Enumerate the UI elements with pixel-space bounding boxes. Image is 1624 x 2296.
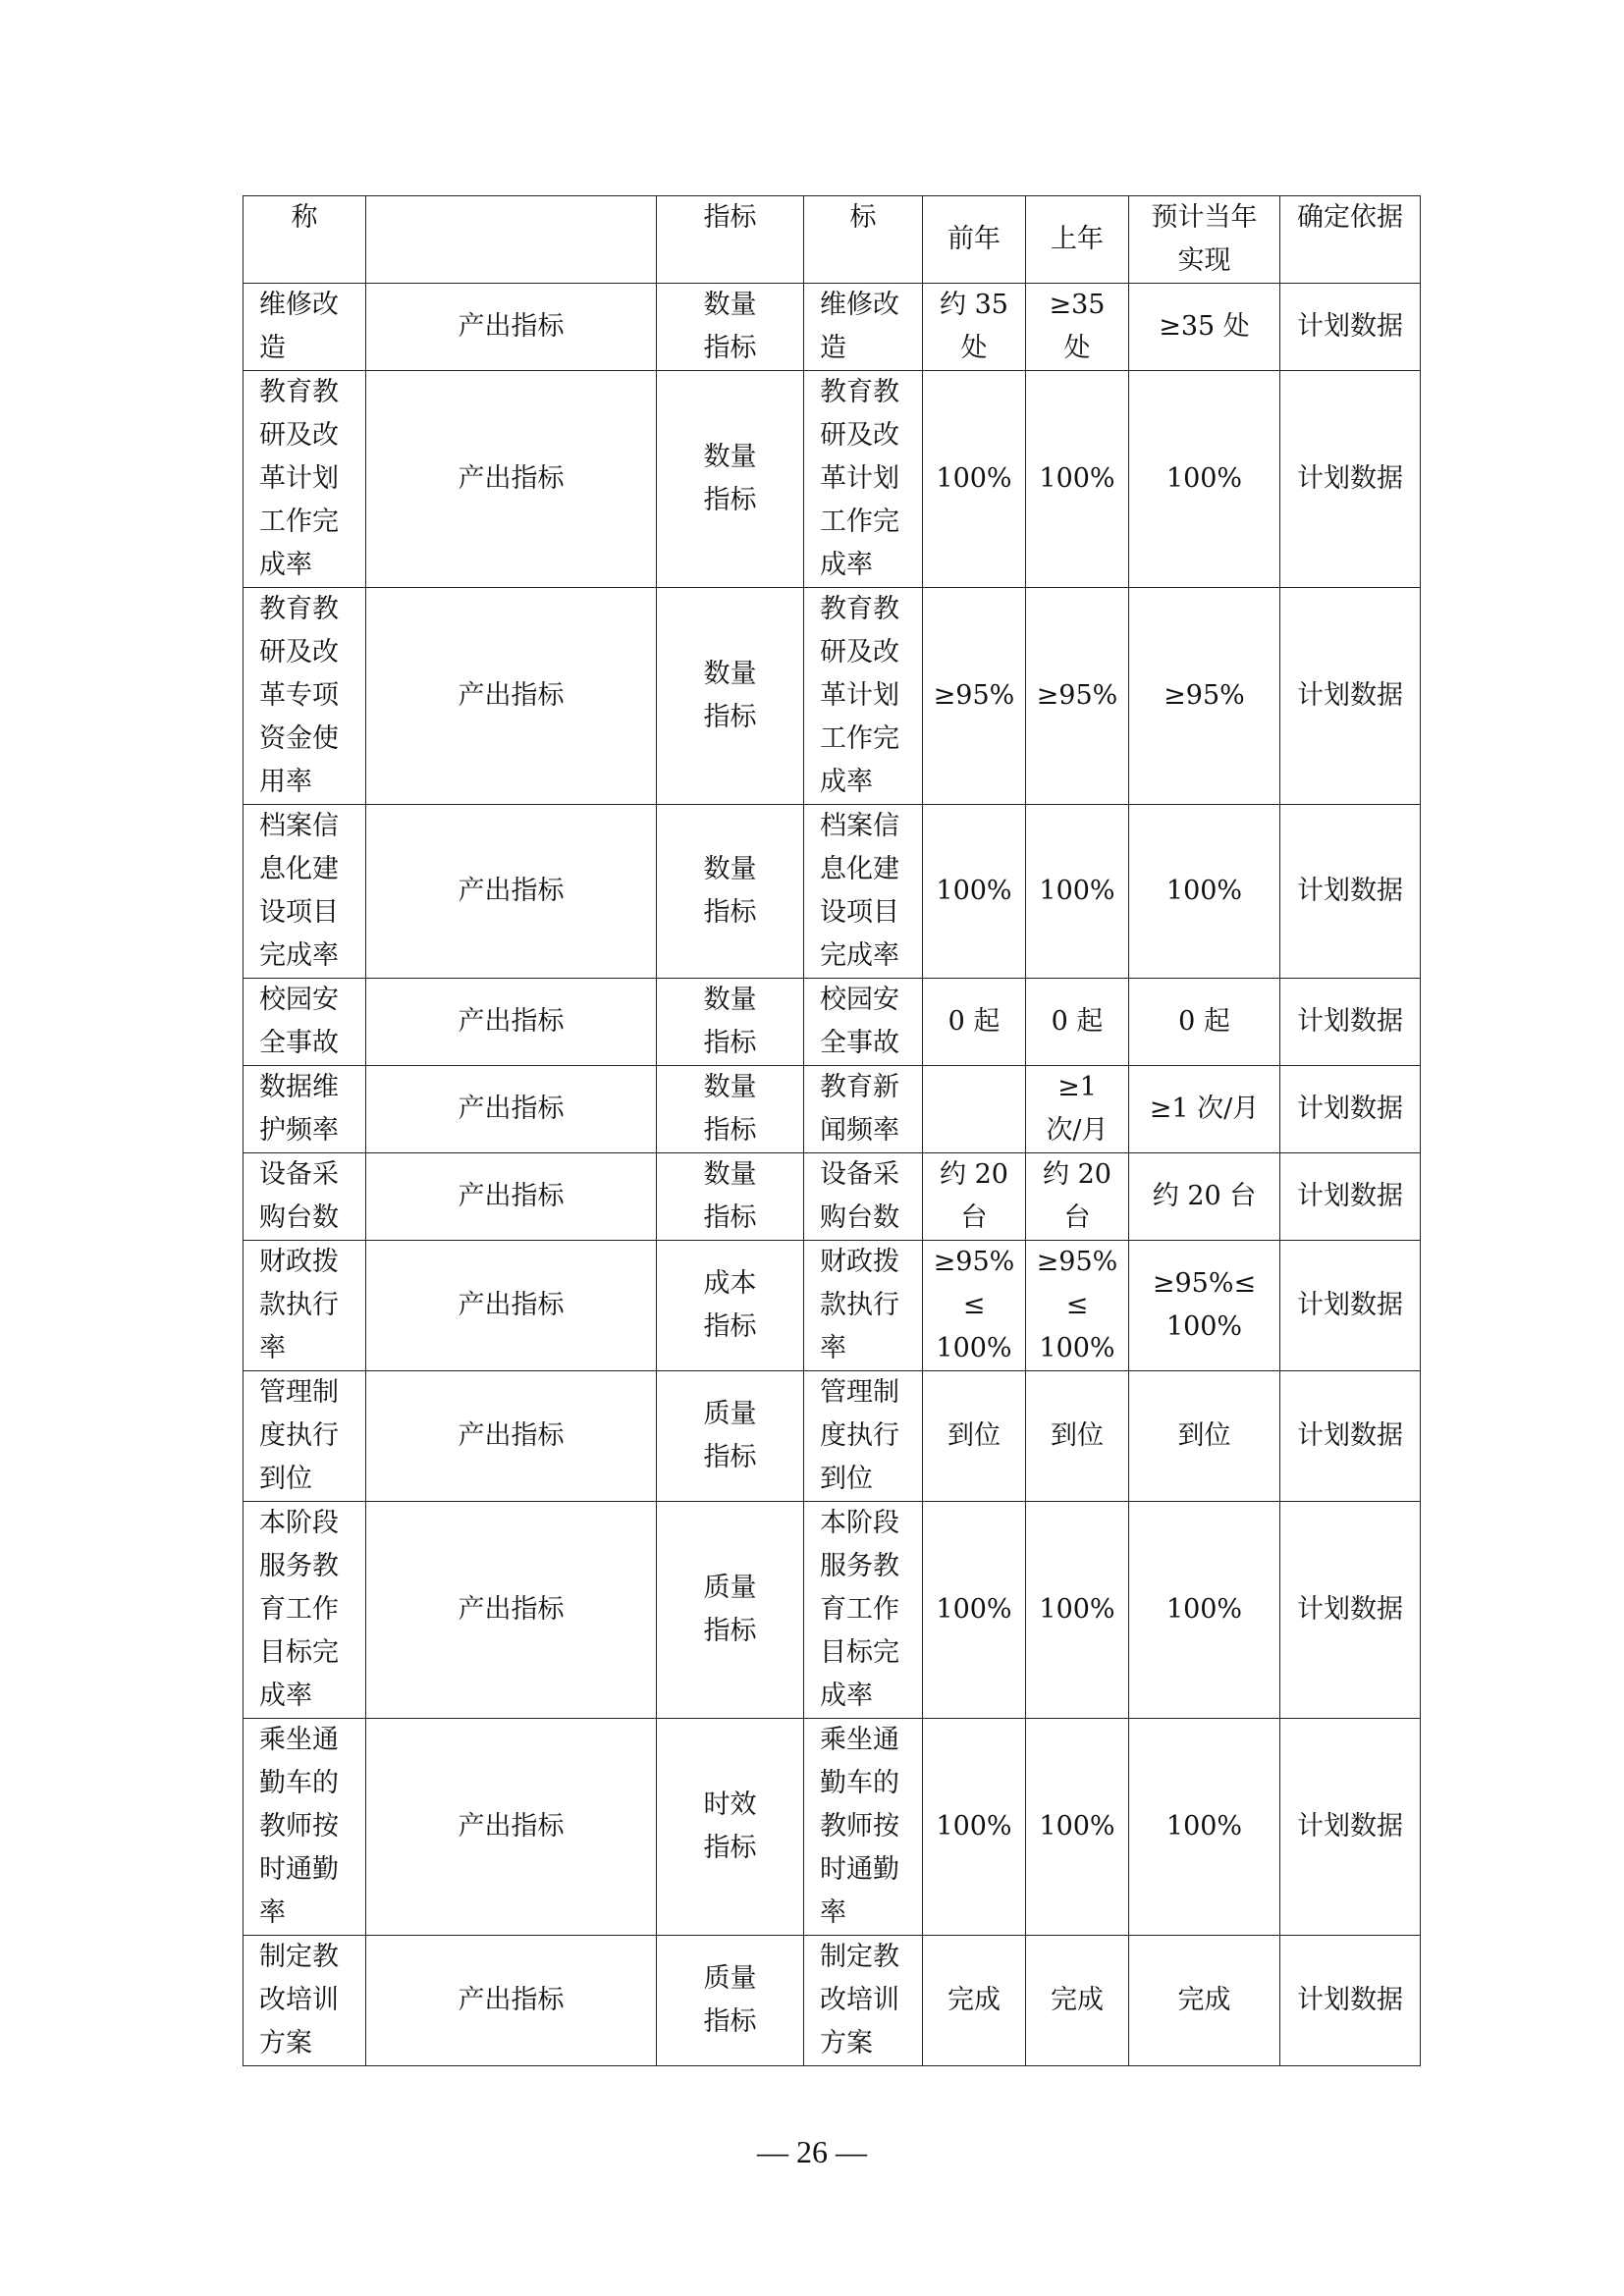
level1-indicator-cell: 产出指标 bbox=[366, 1371, 657, 1502]
prev-year-value-cell: 100% bbox=[923, 1719, 1026, 1936]
table-row bbox=[244, 588, 1421, 805]
last-year-value-cell: ≥95% bbox=[1026, 588, 1129, 805]
item-name-cell: 档案信 息化建 设项目 完成率 bbox=[244, 805, 366, 979]
level3-indicator-cell: 设备采 购台数 bbox=[804, 1153, 923, 1241]
table-row bbox=[244, 1936, 1421, 2066]
level1-indicator-cell: 产出指标 bbox=[366, 805, 657, 979]
expected-value-cell: 0 起 bbox=[1129, 979, 1280, 1066]
table-header-row bbox=[244, 196, 1421, 284]
table-row bbox=[244, 1371, 1421, 1502]
header-cell: 确定依据 bbox=[1280, 196, 1421, 284]
prev-year-value-cell: 完成 bbox=[923, 1936, 1026, 2066]
last-year-value-cell: 完成 bbox=[1026, 1936, 1129, 2066]
level3-indicator-cell: 档案信 息化建 设项目 完成率 bbox=[804, 805, 923, 979]
level3-indicator-cell: 维修改 造 bbox=[804, 284, 923, 371]
performance-indicator-table bbox=[243, 195, 1421, 2066]
header-cell: 指标 bbox=[657, 196, 804, 284]
level1-indicator-cell: 产出指标 bbox=[366, 1719, 657, 1936]
prev-year-value-cell: 约 35 处 bbox=[923, 284, 1026, 371]
last-year-value-cell: 约 20 台 bbox=[1026, 1153, 1129, 1241]
table-row bbox=[244, 1502, 1421, 1719]
table-row bbox=[244, 371, 1421, 588]
item-name-cell: 教育教 研及改 革专项 资金使 用率 bbox=[244, 588, 366, 805]
table-row bbox=[244, 805, 1421, 979]
level1-indicator-cell: 产出指标 bbox=[366, 979, 657, 1066]
basis-cell: 计划数据 bbox=[1280, 1371, 1421, 1502]
level1-indicator-cell: 产出指标 bbox=[366, 371, 657, 588]
item-name-cell: 财政拨 款执行 率 bbox=[244, 1241, 366, 1371]
header-cell: 上年 bbox=[1026, 196, 1129, 284]
basis-cell: 计划数据 bbox=[1280, 1936, 1421, 2066]
level3-indicator-cell: 财政拨 款执行 率 bbox=[804, 1241, 923, 1371]
last-year-value-cell: 100% bbox=[1026, 371, 1129, 588]
level3-indicator-cell: 教育教 研及改 革计划 工作完 成率 bbox=[804, 371, 923, 588]
expected-value-cell: 约 20 台 bbox=[1129, 1153, 1280, 1241]
level2-indicator-cell: 数量 指标 bbox=[657, 284, 804, 371]
level2-indicator-cell: 质量 指标 bbox=[657, 1936, 804, 2066]
basis-cell: 计划数据 bbox=[1280, 1066, 1421, 1153]
expected-value-cell: 100% bbox=[1129, 1502, 1280, 1719]
prev-year-value-cell bbox=[923, 1066, 1026, 1153]
level3-indicator-cell: 教育新 闻频率 bbox=[804, 1066, 923, 1153]
table-row bbox=[244, 1241, 1421, 1371]
item-name-cell: 管理制 度执行 到位 bbox=[244, 1371, 366, 1502]
level1-indicator-cell: 产出指标 bbox=[366, 1502, 657, 1719]
prev-year-value-cell: ≥95% ≤ 100% bbox=[923, 1241, 1026, 1371]
level2-indicator-cell: 数量 指标 bbox=[657, 588, 804, 805]
level1-indicator-cell: 产出指标 bbox=[366, 1066, 657, 1153]
expected-value-cell: 100% bbox=[1129, 1719, 1280, 1936]
table-row bbox=[244, 979, 1421, 1066]
item-name-cell: 乘坐通 勤车的 教师按 时通勤 率 bbox=[244, 1719, 366, 1936]
level3-indicator-cell: 乘坐通 勤车的 教师按 时通勤 率 bbox=[804, 1719, 923, 1936]
basis-cell: 计划数据 bbox=[1280, 979, 1421, 1066]
header-cell: 标 bbox=[804, 196, 923, 284]
header-cell: 前年 bbox=[923, 196, 1026, 284]
prev-year-value-cell: 到位 bbox=[923, 1371, 1026, 1502]
level1-indicator-cell: 产出指标 bbox=[366, 1153, 657, 1241]
level1-indicator-cell: 产出指标 bbox=[366, 284, 657, 371]
last-year-value-cell: 100% bbox=[1026, 1502, 1129, 1719]
last-year-value-cell: ≥35 处 bbox=[1026, 284, 1129, 371]
expected-value-cell: 100% bbox=[1129, 371, 1280, 588]
last-year-value-cell: 到位 bbox=[1026, 1371, 1129, 1502]
item-name-cell: 设备采 购台数 bbox=[244, 1153, 366, 1241]
level3-indicator-cell: 本阶段 服务教 育工作 目标完 成率 bbox=[804, 1502, 923, 1719]
basis-cell: 计划数据 bbox=[1280, 1241, 1421, 1371]
prev-year-value-cell: 100% bbox=[923, 1502, 1026, 1719]
last-year-value-cell: 100% bbox=[1026, 1719, 1129, 1936]
item-name-cell: 教育教 研及改 革计划 工作完 成率 bbox=[244, 371, 366, 588]
level2-indicator-cell: 数量 指标 bbox=[657, 1153, 804, 1241]
expected-value-cell: 到位 bbox=[1129, 1371, 1280, 1502]
prev-year-value-cell: 约 20 台 bbox=[923, 1153, 1026, 1241]
basis-cell: 计划数据 bbox=[1280, 1502, 1421, 1719]
level2-indicator-cell: 数量 指标 bbox=[657, 979, 804, 1066]
level2-indicator-cell: 质量 指标 bbox=[657, 1502, 804, 1719]
level2-indicator-cell: 数量 指标 bbox=[657, 371, 804, 588]
level2-indicator-cell: 数量 指标 bbox=[657, 805, 804, 979]
header-cell bbox=[366, 196, 657, 284]
level1-indicator-cell: 产出指标 bbox=[366, 588, 657, 805]
item-name-cell: 制定教 改培训 方案 bbox=[244, 1936, 366, 2066]
level1-indicator-cell: 产出指标 bbox=[366, 1241, 657, 1371]
table-row bbox=[244, 284, 1421, 371]
table-row bbox=[244, 1066, 1421, 1153]
table-body bbox=[244, 196, 1421, 2066]
last-year-value-cell: ≥1 次/月 bbox=[1026, 1066, 1129, 1153]
basis-cell: 计划数据 bbox=[1280, 371, 1421, 588]
expected-value-cell: 100% bbox=[1129, 805, 1280, 979]
basis-cell: 计划数据 bbox=[1280, 588, 1421, 805]
level3-indicator-cell: 教育教 研及改 革计划 工作完 成率 bbox=[804, 588, 923, 805]
basis-cell: 计划数据 bbox=[1280, 284, 1421, 371]
table-row bbox=[244, 1153, 1421, 1241]
expected-value-cell: ≥95%≤ 100% bbox=[1129, 1241, 1280, 1371]
level1-indicator-cell: 产出指标 bbox=[366, 1936, 657, 2066]
item-name-cell: 数据维 护频率 bbox=[244, 1066, 366, 1153]
prev-year-value-cell: 100% bbox=[923, 371, 1026, 588]
level3-indicator-cell: 制定教 改培训 方案 bbox=[804, 1936, 923, 2066]
item-name-cell: 本阶段 服务教 育工作 目标完 成率 bbox=[244, 1502, 366, 1719]
prev-year-value-cell: ≥95% bbox=[923, 588, 1026, 805]
prev-year-value-cell: 100% bbox=[923, 805, 1026, 979]
item-name-cell: 校园安 全事故 bbox=[244, 979, 366, 1066]
level2-indicator-cell: 成本 指标 bbox=[657, 1241, 804, 1371]
table-row bbox=[244, 1719, 1421, 1936]
header-cell: 预计当年 实现 bbox=[1129, 196, 1280, 284]
expected-value-cell: ≥95% bbox=[1129, 588, 1280, 805]
expected-value-cell: ≥1 次/月 bbox=[1129, 1066, 1280, 1153]
last-year-value-cell: ≥95% ≤ 100% bbox=[1026, 1241, 1129, 1371]
last-year-value-cell: 0 起 bbox=[1026, 979, 1129, 1066]
basis-cell: 计划数据 bbox=[1280, 805, 1421, 979]
last-year-value-cell: 100% bbox=[1026, 805, 1129, 979]
header-cell: 称 bbox=[244, 196, 366, 284]
level3-indicator-cell: 管理制 度执行 到位 bbox=[804, 1371, 923, 1502]
basis-cell: 计划数据 bbox=[1280, 1153, 1421, 1241]
item-name-cell: 维修改 造 bbox=[244, 284, 366, 371]
level2-indicator-cell: 数量 指标 bbox=[657, 1066, 804, 1153]
basis-cell: 计划数据 bbox=[1280, 1719, 1421, 1936]
page-number: — 26 — bbox=[757, 2134, 867, 2169]
level3-indicator-cell: 校园安 全事故 bbox=[804, 979, 923, 1066]
level2-indicator-cell: 质量 指标 bbox=[657, 1371, 804, 1502]
expected-value-cell: 完成 bbox=[1129, 1936, 1280, 2066]
prev-year-value-cell: 0 起 bbox=[923, 979, 1026, 1066]
level2-indicator-cell: 时效 指标 bbox=[657, 1719, 804, 1936]
expected-value-cell: ≥35 处 bbox=[1129, 284, 1280, 371]
